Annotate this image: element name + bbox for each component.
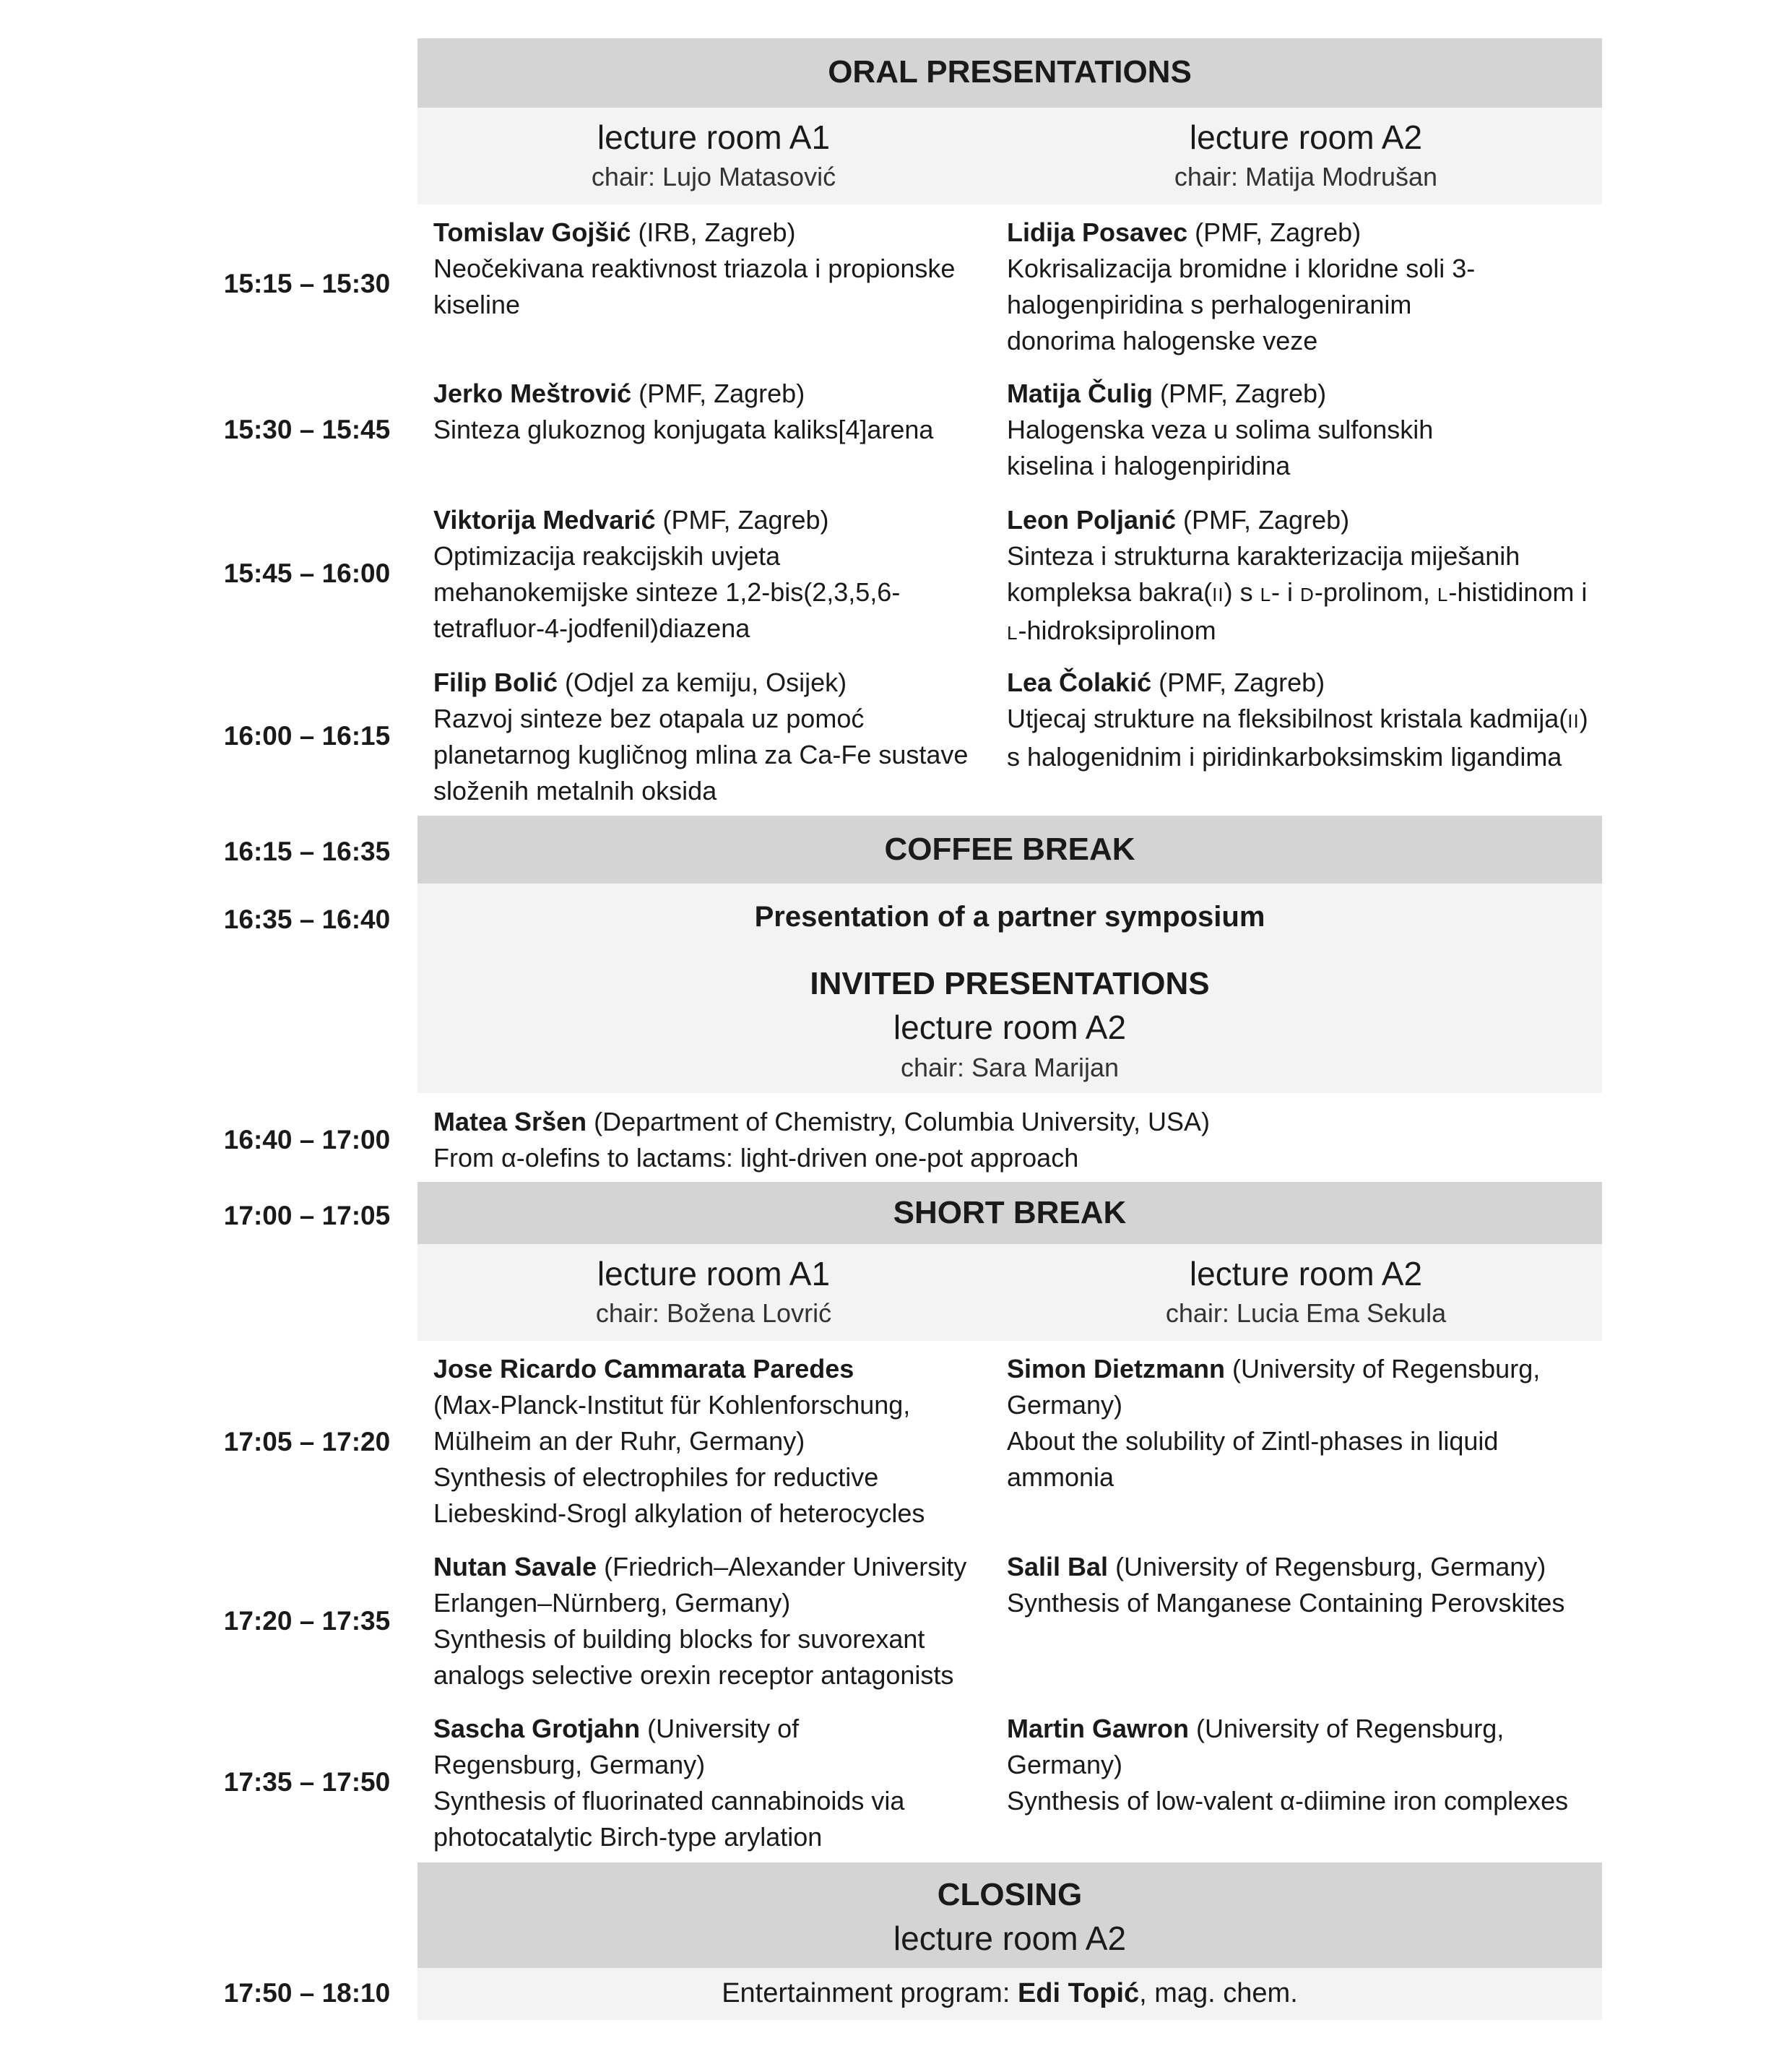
talk-title: Utjecaj strukture na fleksibilnost kristala kadmija(II) s halogenidnim i piridinkarboksimskim ligandima [1007, 704, 1588, 772]
time-slot: 17:05 – 17:20 [223, 1427, 391, 1456]
speaker-affiliation: (PMF, Zagreb) [631, 379, 805, 408]
time-slot: 16:00 – 16:15 [223, 721, 391, 751]
room-label: lecture room A2 [893, 1009, 1127, 1046]
coffee-break-label: COFFEE BREAK [884, 832, 1135, 867]
oral-presentations-header [417, 38, 1602, 108]
speaker-name: Jerko Meštrović [433, 379, 632, 408]
talk-title: Synthesis of electrophiles for reductive Liebeskind-Srogl alkylation of heterocycles [433, 1462, 925, 1528]
talk-a1 [433, 1711, 975, 1855]
speaker-affiliation: (Odjel za kemiju, Osijek) [558, 668, 847, 697]
talk-a2 [1007, 1351, 1599, 1495]
talk-title: Synthesis of building blocks for suvorexant analogs selective orexin receptor antagonists [433, 1624, 954, 1690]
talk-a1 [433, 1549, 975, 1693]
room-label: lecture room A2 [893, 1920, 1127, 1957]
section-title: CLOSING [937, 1877, 1083, 1912]
talk-title: Optimizacija reakcijskih uvjeta mehanokemijske sinteze 1,2-bis(2,3,5,6-tetrafluor-4-jodfenil)diazena [433, 541, 901, 643]
speaker-affiliation: (Max-Planck-Institut für Kohlenforschung, Mülheim an der Ruhr, Germany) [433, 1390, 911, 1456]
speaker-affiliation: (University of Regensburg, Germany) [1007, 1714, 1505, 1779]
talk-a2 [1007, 1711, 1599, 1819]
entertainment-band [417, 1968, 1602, 2020]
time-slot: 17:00 – 17:05 [223, 1201, 391, 1230]
time-slot: 17:35 – 17:50 [223, 1767, 391, 1797]
room-a2-label: lecture room A2 [1189, 118, 1423, 156]
closing-header [417, 1862, 1602, 1968]
session2-rooms-header [417, 1244, 1602, 1341]
talk-title: Razvoj sinteze bez otapala uz pomoć planetarnog kugličnog mlina za Ca-Fe sustave složenih metalnih oksida [433, 704, 969, 806]
talk-title: Synthesis of Manganese Containing Perovskites [1007, 1588, 1565, 1618]
chair-label: chair: Sara Marijan [900, 1053, 1120, 1082]
partner-symposium-label: Presentation of a partner symposium [754, 901, 1265, 933]
speaker-affiliation: (University of Regensburg, Germany) [1108, 1552, 1546, 1581]
talk-a2 [1007, 665, 1599, 775]
section-title: INVITED PRESENTATIONS [810, 966, 1210, 1001]
talk-title: Sinteza i strukturna karakterizacija miješanih kompleksa bakra(II) s L- i D-prolinom, L-histidinom i L-hidroksiprolinom [1007, 541, 1588, 645]
entertainment-program: Entertainment program: Edi Topić, mag. chem. [722, 1978, 1298, 2008]
speaker-name: Sascha Grotjahn [433, 1714, 641, 1743]
talk-a2 [1007, 1549, 1599, 1621]
oral-rooms-header [417, 108, 1602, 204]
talk-title: Neočekivana reaktivnost triazola i propionske kiseline [433, 254, 956, 319]
talk-a1 [433, 665, 975, 809]
time-slot: 17:20 – 17:35 [223, 1606, 391, 1636]
talk-title: From α-olefins to lactams: light-driven one-pot approach [433, 1143, 1079, 1173]
section-title: ORAL PRESENTATIONS [828, 54, 1192, 90]
talk-title: Halogenska veza u solima sulfonskih kiselina i halogenpiridina [1007, 415, 1434, 480]
speaker-name: Nutan Savale [433, 1552, 597, 1581]
time-slot: 16:35 – 16:40 [223, 905, 391, 934]
speaker-name: Leon Poljanić [1007, 505, 1177, 535]
time-slot: 15:15 – 15:30 [223, 269, 391, 298]
speaker-affiliation: (IRB, Zagreb) [631, 217, 796, 247]
speaker-affiliation: (University of Regensburg, Germany) [1007, 1354, 1541, 1420]
speaker-name: Lea Čolakić [1007, 668, 1152, 697]
speaker-affiliation: (PMF, Zagreb) [1151, 668, 1325, 697]
invited-presentations-header [417, 951, 1602, 1093]
time-slot: 17:50 – 18:10 [223, 1978, 391, 2008]
speaker-name: Lidija Posavec [1007, 217, 1188, 247]
speaker-name: Matija Čulig [1007, 379, 1153, 408]
room-a2-label: lecture room A2 [1189, 1255, 1423, 1292]
short-break-label: SHORT BREAK [893, 1195, 1127, 1230]
time-slot: 16:15 – 16:35 [223, 837, 391, 866]
talk-a1 [433, 502, 975, 647]
talk-title: Kokrisalizacija bromidne i kloridne soli 3-halogenpiridina s perhalogeniranim donorima halogenske veze [1007, 254, 1476, 355]
time-slot: 15:30 – 15:45 [223, 415, 391, 444]
speaker-name: Filip Bolić [433, 668, 558, 697]
chair-a2-label: chair: Matija Modrušan [1174, 162, 1438, 191]
short-break-band [417, 1182, 1602, 1244]
speaker-name: Tomislav Gojšić [433, 217, 631, 247]
talk-a2 [1007, 376, 1599, 484]
speaker-name: Jose Ricardo Cammarata Paredes [433, 1354, 854, 1384]
chair-a1-label: chair: Božena Lovrić [595, 1298, 832, 1328]
speaker-affiliation: (University of Regensburg, Germany) [433, 1714, 800, 1779]
room-a1-label: lecture room A1 [597, 118, 831, 156]
coffee-break-band [417, 816, 1602, 884]
talk-title: Sinteza glukoznog konjugata kaliks[4]arena [433, 415, 934, 444]
partner-symposium-band [417, 884, 1602, 951]
time-slot: 15:45 – 16:00 [223, 558, 391, 588]
speaker-affiliation: (PMF, Zagreb) [1187, 217, 1362, 247]
speaker-affiliation: (PMF, Zagreb) [655, 505, 829, 535]
speaker-name: Simon Dietzmann [1007, 1354, 1226, 1384]
speaker-name: Martin Gawron [1007, 1714, 1190, 1743]
talk-title: Synthesis of low-valent α-diimine iron complexes [1007, 1786, 1569, 1816]
speaker-name: Matea Sršen [433, 1107, 587, 1136]
talk-title: Synthesis of fluorinated cannabinoids via photocatalytic Birch-type arylation [433, 1786, 905, 1852]
speaker-affiliation: (Department of Chemistry, Columbia University, USA) [586, 1107, 1211, 1136]
speaker-affiliation: (PMF, Zagreb) [1153, 379, 1327, 408]
speaker-name: Viktorija Medvarić [433, 505, 656, 535]
talk-title: About the solubility of Zintl-phases in liquid ammonia [1007, 1426, 1499, 1492]
talk-a1 [433, 215, 975, 323]
talk-a1 [433, 1351, 975, 1532]
speaker-name: Salil Bal [1007, 1552, 1109, 1581]
talk-a2 [1007, 215, 1599, 359]
speaker-affiliation: (PMF, Zagreb) [1176, 505, 1350, 535]
speaker-affiliation: (Friedrich–Alexander University Erlangen–Nürnberg, Germany) [433, 1552, 967, 1618]
chair-a2-label: chair: Lucia Ema Sekula [1165, 1298, 1447, 1328]
chair-a1-label: chair: Lujo Matasović [591, 162, 836, 191]
invited-talk [433, 1104, 1589, 1176]
talk-a1 [433, 376, 975, 448]
room-a1-label: lecture room A1 [597, 1255, 831, 1292]
talk-a2 [1007, 502, 1599, 651]
time-slot: 16:40 – 17:00 [223, 1125, 391, 1154]
performer-name: Edi Topić [1017, 1978, 1140, 2008]
